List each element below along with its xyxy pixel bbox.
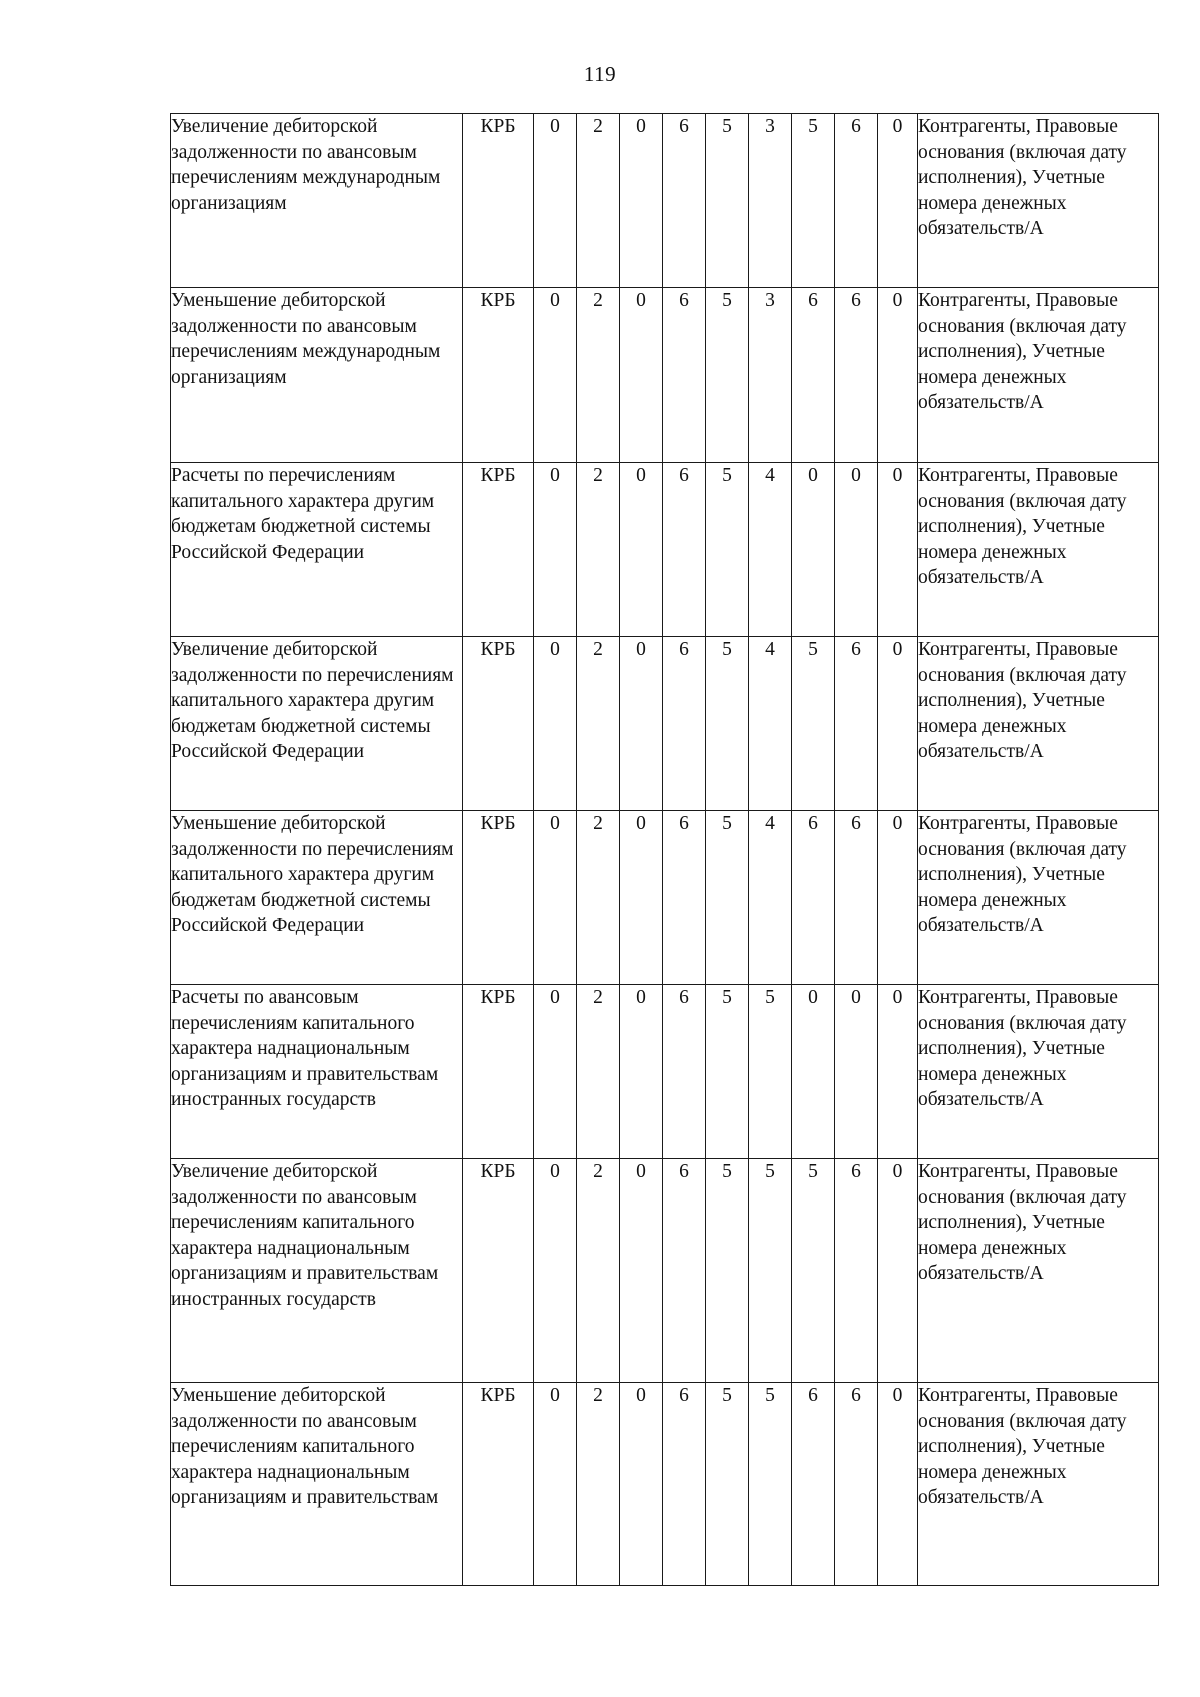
account-digit: 6 <box>835 637 878 811</box>
account-code: КРБ <box>463 1383 534 1586</box>
account-digit: 5 <box>749 1383 792 1586</box>
account-digit: 6 <box>835 811 878 985</box>
analytics-description: Контрагенты, Правовые основания (включая дату исполнения), Учетные номера денежных обязательств/А <box>918 288 1159 463</box>
account-digit: 6 <box>663 985 706 1159</box>
account-digit: 0 <box>878 985 918 1159</box>
account-digit: 2 <box>577 463 620 637</box>
account-digit: 5 <box>792 637 835 811</box>
row-description: Уменьшение дебиторской задолженности по перечислениям капитального характера другим бюджетам бюджетной системы Российской Федерации <box>171 811 463 985</box>
account-code: КРБ <box>463 811 534 985</box>
accounts-table <box>170 113 1159 1586</box>
table-row <box>171 463 1159 637</box>
account-digit: 2 <box>577 637 620 811</box>
account-digit: 0 <box>878 114 918 288</box>
account-digit: 3 <box>749 114 792 288</box>
analytics-description: Контрагенты, Правовые основания (включая дату исполнения), Учетные номера денежных обязательств/А <box>918 1383 1159 1586</box>
account-digit: 0 <box>620 985 663 1159</box>
account-digit: 5 <box>706 114 749 288</box>
analytics-description: Контрагенты, Правовые основания (включая дату исполнения), Учетные номера денежных обязательств/А <box>918 637 1159 811</box>
analytics-description: Контрагенты, Правовые основания (включая дату исполнения), Учетные номера денежных обязательств/А <box>918 114 1159 288</box>
account-digit: 6 <box>663 637 706 811</box>
account-digit: 0 <box>878 1159 918 1383</box>
account-digit: 6 <box>792 1383 835 1586</box>
row-description: Уменьшение дебиторской задолженности по авансовым перечислениям международным организациям <box>171 288 463 463</box>
account-code: КРБ <box>463 985 534 1159</box>
account-digit: 6 <box>663 1383 706 1586</box>
account-digit: 0 <box>620 637 663 811</box>
account-digit: 5 <box>749 1159 792 1383</box>
account-digit: 2 <box>577 1159 620 1383</box>
account-digit: 2 <box>577 985 620 1159</box>
table-row <box>171 114 1159 288</box>
account-code: КРБ <box>463 463 534 637</box>
account-digit: 4 <box>749 463 792 637</box>
account-digit: 0 <box>534 1383 577 1586</box>
account-digit: 6 <box>663 463 706 637</box>
account-digit: 0 <box>534 985 577 1159</box>
page-number: 119 <box>583 62 617 86</box>
account-code: КРБ <box>463 1159 534 1383</box>
row-description: Расчеты по перечислениям капитального характера другим бюджетам бюджетной системы Российской Федерации <box>171 463 463 637</box>
table-row <box>171 1159 1159 1383</box>
account-digit: 0 <box>534 114 577 288</box>
account-digit: 0 <box>620 288 663 463</box>
account-code: КРБ <box>463 114 534 288</box>
account-digit: 2 <box>577 114 620 288</box>
row-description: Расчеты по авансовым перечислениям капитального характера наднациональным организациям и правительствам иностранных государств <box>171 985 463 1159</box>
account-digit: 0 <box>620 463 663 637</box>
account-digit: 0 <box>534 1159 577 1383</box>
account-digit: 0 <box>620 1159 663 1383</box>
account-digit: 6 <box>663 1159 706 1383</box>
account-digit: 5 <box>706 463 749 637</box>
account-digit: 3 <box>749 288 792 463</box>
account-digit: 2 <box>577 288 620 463</box>
account-digit: 6 <box>835 288 878 463</box>
account-digit: 4 <box>749 811 792 985</box>
account-digit: 6 <box>792 811 835 985</box>
row-description: Уменьшение дебиторской задолженности по авансовым перечислениям капитального характера наднациональным организациям и правительствам <box>171 1383 463 1586</box>
table-row <box>171 1383 1159 1586</box>
account-digit: 5 <box>706 288 749 463</box>
analytics-description: Контрагенты, Правовые основания (включая дату исполнения), Учетные номера денежных обязательств/А <box>918 463 1159 637</box>
account-digit: 0 <box>620 114 663 288</box>
account-code: КРБ <box>463 637 534 811</box>
account-digit: 6 <box>663 114 706 288</box>
account-digit: 0 <box>878 637 918 811</box>
account-digit: 5 <box>706 1159 749 1383</box>
account-digit: 6 <box>792 288 835 463</box>
account-digit: 0 <box>534 463 577 637</box>
account-digit: 5 <box>706 637 749 811</box>
account-digit: 6 <box>835 114 878 288</box>
account-digit: 6 <box>663 811 706 985</box>
account-digit: 6 <box>835 1383 878 1586</box>
account-digit: 0 <box>878 463 918 637</box>
account-digit: 5 <box>706 985 749 1159</box>
account-digit: 0 <box>792 463 835 637</box>
account-digit: 5 <box>706 811 749 985</box>
account-digit: 0 <box>534 288 577 463</box>
account-digit: 4 <box>749 637 792 811</box>
account-digit: 0 <box>878 1383 918 1586</box>
table-row <box>171 811 1159 985</box>
analytics-description: Контрагенты, Правовые основания (включая дату исполнения), Учетные номера денежных обязательств/А <box>918 985 1159 1159</box>
row-description: Увеличение дебиторской задолженности по авансовым перечислениям капитального характера наднациональным организациям и правительствам иностранных государств <box>171 1159 463 1383</box>
account-digit: 5 <box>749 985 792 1159</box>
account-digit: 5 <box>706 1383 749 1586</box>
table-row <box>171 288 1159 463</box>
row-description: Увеличение дебиторской задолженности по перечислениям капитального характера другим бюджетам бюджетной системы Российской Федерации <box>171 637 463 811</box>
account-digit: 0 <box>534 637 577 811</box>
account-digit: 6 <box>835 1159 878 1383</box>
table-body <box>171 114 1159 1586</box>
account-digit: 0 <box>878 288 918 463</box>
account-digit: 0 <box>878 811 918 985</box>
account-digit: 0 <box>835 463 878 637</box>
table-row <box>171 985 1159 1159</box>
account-code: КРБ <box>463 288 534 463</box>
account-digit: 5 <box>792 1159 835 1383</box>
row-description: Увеличение дебиторской задолженности по авансовым перечислениям международным организациям <box>171 114 463 288</box>
analytics-description: Контрагенты, Правовые основания (включая дату исполнения), Учетные номера денежных обязательств/А <box>918 1159 1159 1383</box>
table-row <box>171 637 1159 811</box>
account-digit: 0 <box>792 985 835 1159</box>
account-digit: 5 <box>792 114 835 288</box>
account-digit: 0 <box>835 985 878 1159</box>
account-digit: 6 <box>663 288 706 463</box>
account-digit: 2 <box>577 811 620 985</box>
account-digit: 0 <box>620 811 663 985</box>
analytics-description: Контрагенты, Правовые основания (включая дату исполнения), Учетные номера денежных обязательств/А <box>918 811 1159 985</box>
account-digit: 0 <box>620 1383 663 1586</box>
account-digit: 2 <box>577 1383 620 1586</box>
account-digit: 0 <box>534 811 577 985</box>
